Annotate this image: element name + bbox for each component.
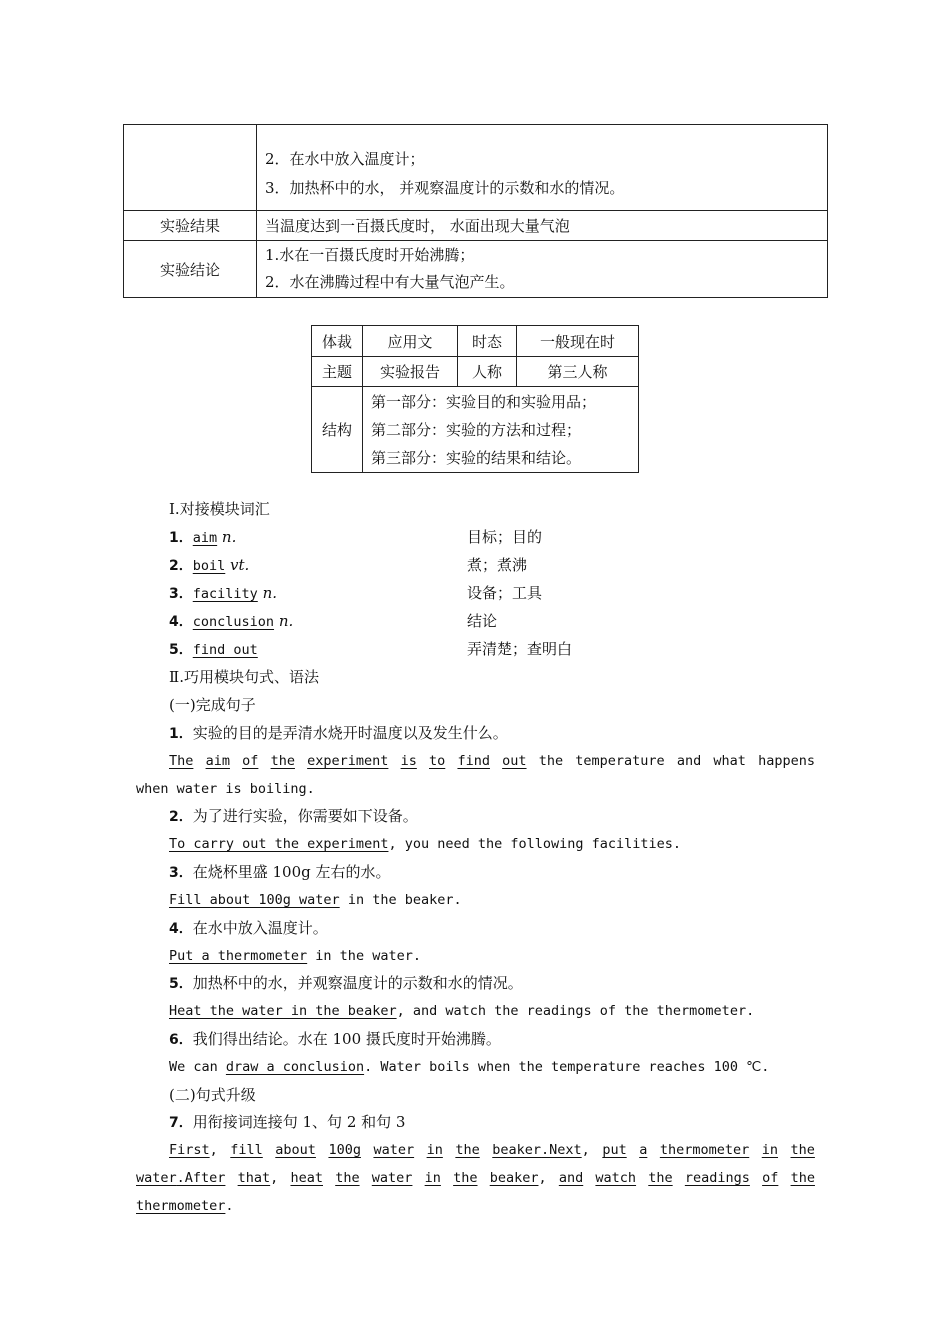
vocab-meaning: 设备；工具 bbox=[467, 584, 543, 602]
vocab-item: 5．find out bbox=[169, 642, 258, 658]
conclusion-cell bbox=[257, 241, 828, 298]
conclusion-line-2: 2．水在沸腾过程中有大量气泡产生。 bbox=[265, 273, 515, 291]
vocab-meaning: 结论 bbox=[467, 612, 498, 630]
tense-label: 时态 bbox=[458, 326, 517, 357]
steps-label-cell bbox=[124, 125, 257, 211]
sentence-2-cn: 2．为了进行实验，你需要如下设备。 bbox=[169, 807, 418, 825]
sentence-1-cn: 1．实验的目的是弄清水烧开时温度以及发生什么。 bbox=[169, 724, 508, 742]
structure-label: 结构 bbox=[312, 387, 363, 473]
vocab-item: 1．aim n. bbox=[169, 528, 237, 546]
conclusion-line-1: 1.水在一百摄氏度时开始沸腾； bbox=[265, 246, 475, 264]
section-1-title: Ⅰ.对接模块词汇 bbox=[169, 500, 270, 518]
vocab-item: 4．conclusion n. bbox=[169, 612, 294, 630]
experiment-report-table bbox=[123, 124, 828, 298]
sentence-7-en-line1: First, fill about 100g water in the beaker.Next, put a thermometer in the bbox=[169, 1142, 815, 1158]
sentence-5-cn: 5．加热杯中的水，并观察温度计的示数和水的情况。 bbox=[169, 974, 523, 992]
structure-part-1: 第一部分：实验目的和实验用品； bbox=[371, 392, 597, 411]
result-text: 当温度达到一百摄氏度时， 水面出现大量气泡 bbox=[257, 211, 828, 241]
sentence-2-en: To carry out the experiment, you need the following facilities. bbox=[169, 836, 682, 852]
sentence-1-en: The aim of the experiment is to find out the temperature and what happens bbox=[169, 753, 815, 769]
person-label: 人称 bbox=[458, 357, 517, 387]
vocab-meaning: 目标；目的 bbox=[467, 528, 543, 546]
sentence-4-cn: 4．在水中放入温度计。 bbox=[169, 919, 328, 937]
vocab-meaning: 煮；煮沸 bbox=[467, 556, 528, 574]
sentence-7-cn: 7．用衔接词连接句 1、句 2 和句 3 bbox=[169, 1113, 406, 1131]
topic-value: 实验报告 bbox=[363, 357, 458, 387]
writing-summary-table bbox=[311, 325, 639, 473]
genre-label: 体裁 bbox=[312, 326, 363, 357]
sentence-5-en: Heat the water in the beaker, and watch the readings of the thermometer. bbox=[169, 1003, 755, 1019]
sentence-3-cn: 3．在烧杯里盛 100g 左右的水。 bbox=[169, 863, 391, 881]
sentence-7-en-line2: water.After that, heat the water in the beaker, and watch the readings of the bbox=[136, 1170, 815, 1186]
sentence-4-en: Put a thermometer in the water. bbox=[169, 948, 421, 964]
sentence-7-en-line3: thermometer. bbox=[136, 1198, 234, 1214]
sentence-1-en-line2: when water is boiling. bbox=[136, 781, 315, 797]
sentence-6-cn: 6．我们得出结论。水在 100 摄氏度时开始沸腾。 bbox=[169, 1030, 501, 1048]
vocab-meaning: 弄清楚；查明白 bbox=[467, 640, 573, 658]
structure-cell bbox=[363, 387, 639, 473]
step-2: 2．在水中放入温度计； bbox=[265, 150, 425, 168]
subsection-1-title: (一)完成句子 bbox=[169, 696, 256, 714]
structure-part-3: 第三部分：实验的结果和结论。 bbox=[371, 448, 582, 467]
step-3: 3．加热杯中的水， 并观察温度计的示数和水的情况。 bbox=[265, 179, 625, 197]
topic-label: 主题 bbox=[312, 357, 363, 387]
conclusion-label: 实验结论 bbox=[124, 241, 257, 298]
vocab-item: 3．facility n. bbox=[169, 584, 277, 602]
subsection-2-title: (二)句式升级 bbox=[169, 1086, 256, 1104]
result-label: 实验结果 bbox=[124, 211, 257, 241]
sentence-3-en: Fill about 100g water in the beaker. bbox=[169, 892, 462, 908]
structure-part-2: 第二部分：实验的方法和过程； bbox=[371, 420, 582, 439]
sentence-6-en: We can draw a conclusion. Water boils when the temperature reaches 100 ℃. bbox=[169, 1059, 770, 1075]
genre-value: 应用文 bbox=[363, 326, 458, 357]
tense-value: 一般现在时 bbox=[517, 326, 639, 357]
person-value: 第三人称 bbox=[517, 357, 639, 387]
section-2-title: Ⅱ.巧用模块句式、语法 bbox=[169, 668, 319, 686]
steps-cell bbox=[257, 125, 828, 211]
vocab-item: 2．boil vt. bbox=[169, 556, 250, 574]
